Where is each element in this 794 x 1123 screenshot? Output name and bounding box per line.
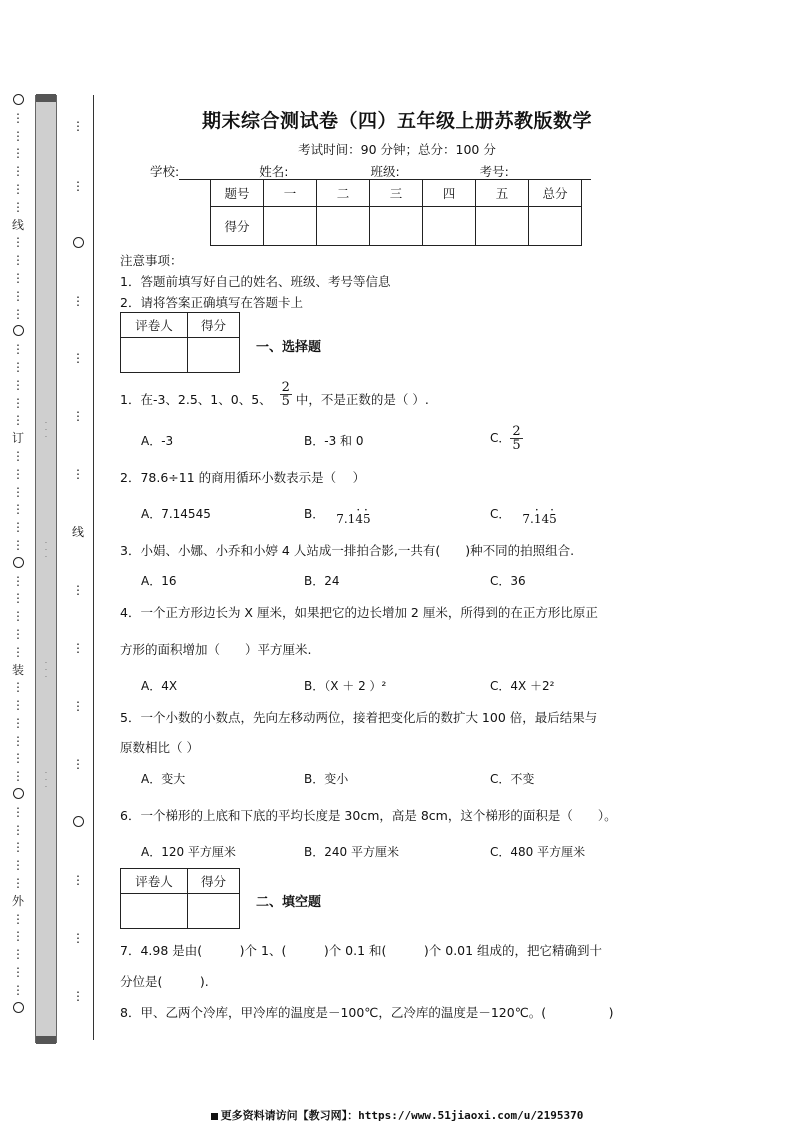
margin-label-bind: 装 bbox=[11, 662, 24, 677]
grader-input-cell[interactable] bbox=[121, 894, 188, 929]
grader-input-cell[interactable] bbox=[188, 894, 240, 929]
q5-option-a[interactable]: A．变大 bbox=[141, 772, 186, 786]
grader-box-1 bbox=[120, 312, 240, 373]
exam-title: 期末综合测试卷（四）五年级上册苏教版数学 bbox=[201, 110, 592, 132]
fraction-two-fifths: $\frac{2}{5}$ bbox=[281, 380, 290, 409]
flag-icon bbox=[211, 1113, 218, 1120]
score-input-cell[interactable] bbox=[476, 207, 529, 246]
question-7-line-2: 分位是( ). bbox=[120, 974, 209, 989]
q2-option-c[interactable]: C． 7.· 14· 5 bbox=[490, 505, 557, 522]
score-header-cell: 一 bbox=[264, 180, 317, 207]
score-input-cell[interactable] bbox=[317, 207, 370, 246]
seal-circle bbox=[70, 237, 86, 250]
q4-option-a[interactable]: A．4X bbox=[141, 679, 178, 693]
margin-label-order: 订 bbox=[11, 431, 24, 446]
score-header-cell: 三 bbox=[370, 180, 423, 207]
strip-dots: · · · bbox=[44, 539, 48, 561]
q5-option-c[interactable]: C．不变 bbox=[490, 772, 535, 786]
school-label: 学校: bbox=[150, 164, 180, 179]
question-4-line-2: 方形的面积增加（ ）平方厘米. bbox=[120, 642, 312, 657]
q1-option-c[interactable]: C． $\frac{2}{5}$ bbox=[490, 424, 521, 453]
q1-option-b[interactable]: B．-3 和 0 bbox=[304, 434, 364, 448]
section-2-title: 二、填空题 bbox=[256, 895, 322, 910]
q3-option-a[interactable]: A．16 bbox=[141, 574, 177, 588]
seal-circle bbox=[70, 816, 86, 829]
grader-label: 评卷人 bbox=[121, 313, 188, 338]
binding-strip bbox=[35, 95, 57, 1043]
q6-option-c[interactable]: C．480 平方厘米 bbox=[490, 845, 586, 859]
notes-heading: 注意事项： bbox=[120, 253, 183, 268]
question-5-line-2: 原数相比（ ） bbox=[120, 740, 199, 755]
q2-option-b[interactable]: B． 7.1· 4· 5 bbox=[304, 505, 371, 522]
score-header-cell: 四 bbox=[423, 180, 476, 207]
notes-item-2: 2．请将答案正确填写在答题卡上 bbox=[120, 295, 303, 310]
grader-input-cell[interactable] bbox=[188, 338, 240, 373]
score-row-label: 得分 bbox=[211, 207, 264, 246]
grader-input-cell[interactable] bbox=[121, 338, 188, 373]
score-header-cell: 总分 bbox=[529, 180, 582, 207]
margin-label-outer: 外 bbox=[11, 893, 24, 908]
class-label: 班级: bbox=[370, 164, 400, 179]
footer-link[interactable]: 更多资料请访问【教习网】：https://www.51jiaoxi.com/u/2195370 bbox=[0, 1107, 794, 1123]
section-1-title: 一、选择题 bbox=[256, 340, 322, 355]
exam-subtitle: 考试时间：90 分钟；总分：100 分 bbox=[298, 142, 496, 157]
strip-dots: · · · bbox=[44, 769, 48, 791]
question-7-line-1: 7．4.98 是由( )个 1、( )个 0.1 和( )个 0.01 组成的，把它精确到十 bbox=[120, 943, 603, 958]
score-table bbox=[210, 179, 582, 246]
grader-label: 评卷人 bbox=[121, 869, 188, 894]
margin-label-line-inner: 线 bbox=[71, 525, 84, 539]
score-header-cell: 题号 bbox=[211, 180, 264, 207]
grader-box-2 bbox=[120, 868, 240, 929]
notes-item-1: 1．答题前填写好自己的姓名、班级、考号等信息 bbox=[120, 274, 391, 289]
score-header-cell: 五 bbox=[476, 180, 529, 207]
score-input-cell[interactable] bbox=[264, 207, 317, 246]
seal-circle bbox=[11, 325, 25, 343]
fraction-two-fifths: $\frac{2}{5}$ bbox=[512, 424, 521, 453]
grader-score-label: 得分 bbox=[188, 869, 240, 894]
grader-score-label: 得分 bbox=[188, 313, 240, 338]
question-5-line-1: 5．一个小数的小数点，先向左移动两位，接着把变化后的数扩大 100 倍，最后结果与 bbox=[120, 710, 598, 725]
score-header-cell: 二 bbox=[317, 180, 370, 207]
margin-label-line: 线 bbox=[11, 217, 24, 232]
question-4-line-1: 4．一个正方形边长为 X 厘米，如果把它的边长增加 2 厘米，所得到的在正方形比原正 bbox=[120, 605, 598, 620]
q5-option-b[interactable]: B．变小 bbox=[304, 772, 349, 786]
question-1: 1．在-3、2.5、1、0、5、 $\frac{2}{5}$ 中，不是正数的是（ ）. bbox=[120, 380, 429, 409]
q4-option-c[interactable]: C．4X ＋2² bbox=[490, 679, 555, 693]
q2-option-a[interactable]: A．7.14545 bbox=[141, 507, 211, 521]
seal-circle bbox=[11, 557, 25, 575]
student-info-line bbox=[150, 162, 591, 180]
outer-binding-column: ⋮ ⋮ ⋮ ⋮ ⋮ ⋮ 线 ⋮ ⋮ ⋮ ⋮ ⋮ ⋮ ⋮ ⋮ ⋮ ⋮ 订 ⋮ ⋮ ⋮ ⋮ ⋮ ⋮ ⋮ ⋮ ⋮ ⋮ ⋮ 装 ⋮ ⋮ ⋮ ⋮ ⋮ ⋮ ⋮ ⋮ ⋮ ⋮ ⋮ 外 ⋮ ⋮ ⋮ ⋮ ⋮ bbox=[11, 94, 25, 1019]
question-2: 2．78.6÷11 的商用循环小数表示是（ ） bbox=[120, 470, 366, 485]
question-6: 6．一个梯形的上底和下底的平均长度是 30cm，高是 8cm，这个梯形的面积是（ ）。 bbox=[120, 808, 617, 823]
seal-circle bbox=[11, 788, 25, 806]
score-input-cell[interactable] bbox=[370, 207, 423, 246]
strip-dots: · · · bbox=[44, 419, 48, 441]
question-3: 3．小娟、小娜、小乔和小婷 4 人站成一排拍合影,一共有( )种不同的拍照组合. bbox=[120, 543, 575, 558]
q4-option-b[interactable]: B．（X ＋ 2 ）² bbox=[304, 679, 387, 693]
question-8: 8．甲、乙两个冷库，甲冷库的温度是－100℃，乙冷库的温度是－120℃。( ) bbox=[120, 1005, 614, 1020]
q6-option-a[interactable]: A．120 平方厘米 bbox=[141, 845, 236, 859]
name-label: 姓名: bbox=[259, 164, 289, 179]
margin-divider bbox=[93, 95, 94, 1040]
number-label: 考号: bbox=[479, 164, 509, 179]
score-input-cell[interactable] bbox=[529, 207, 582, 246]
score-input-cell[interactable] bbox=[423, 207, 476, 246]
q3-option-c[interactable]: C．36 bbox=[490, 574, 526, 588]
seal-circle bbox=[11, 1002, 25, 1020]
q1-option-a[interactable]: A．-3 bbox=[141, 434, 174, 448]
q3-option-b[interactable]: B．24 bbox=[304, 574, 340, 588]
q6-option-b[interactable]: B．240 平方厘米 bbox=[304, 845, 399, 859]
strip-dots: · · · bbox=[44, 659, 48, 681]
